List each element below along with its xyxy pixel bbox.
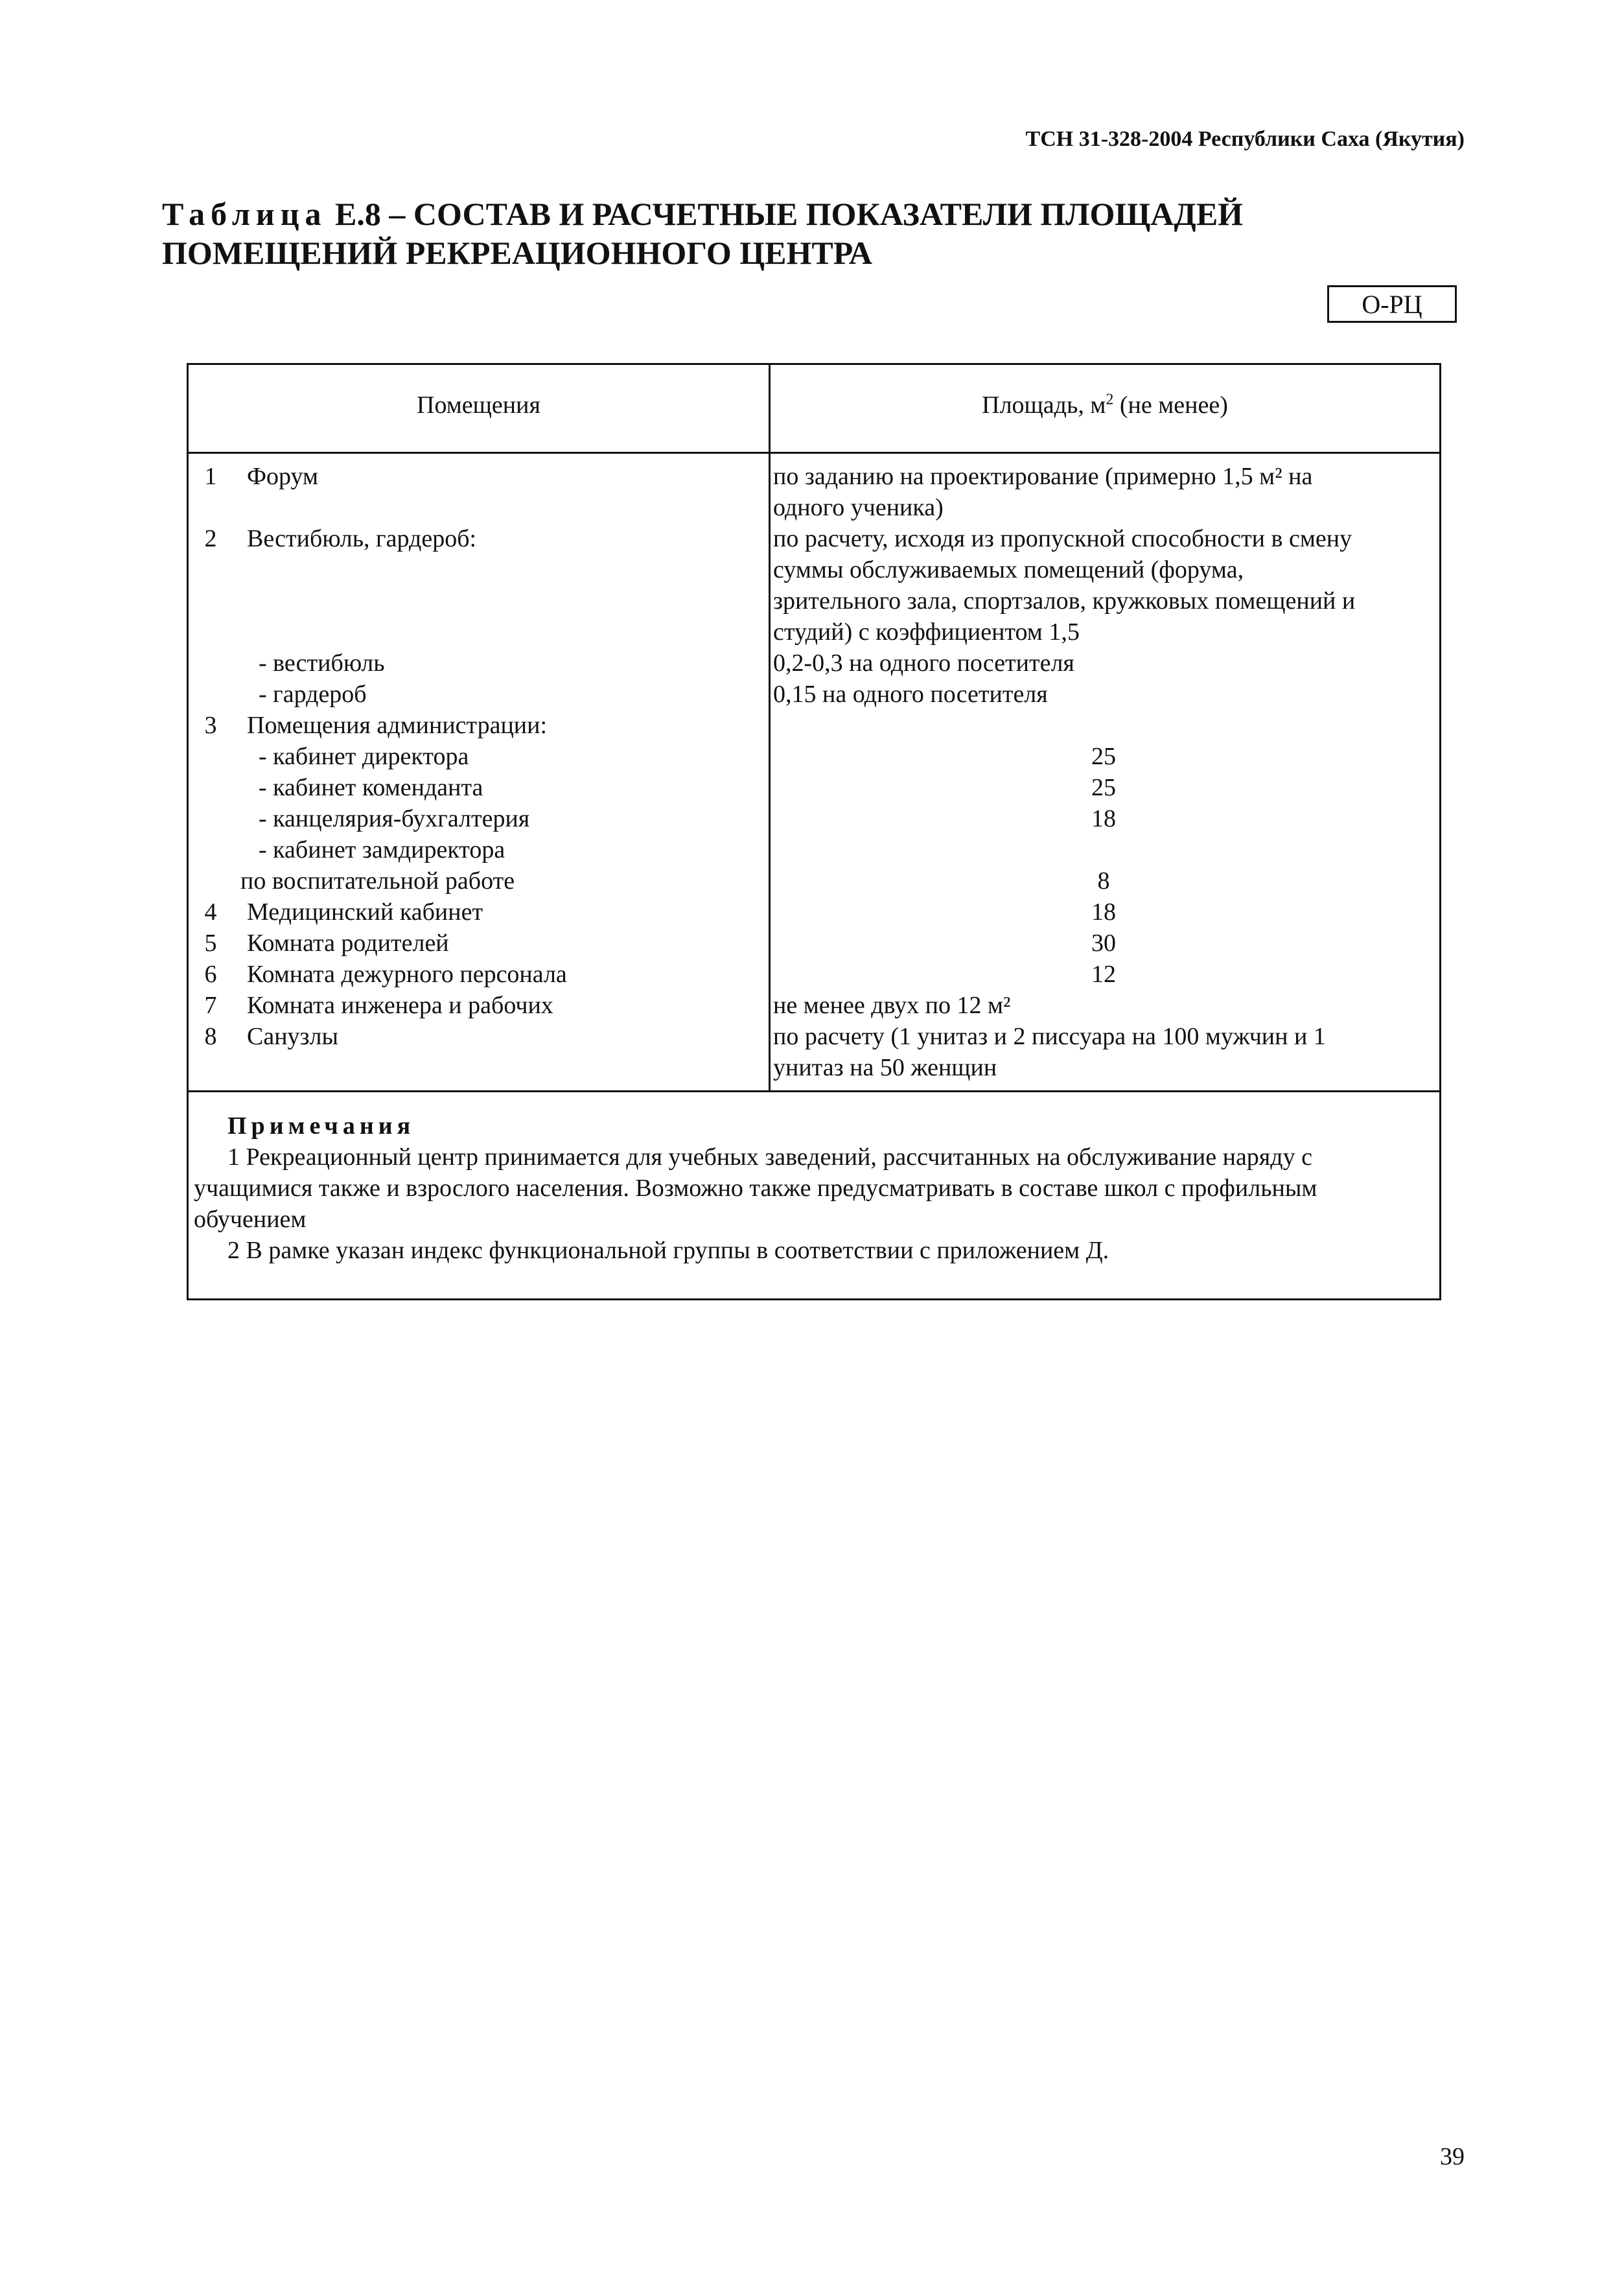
row-number: 7 <box>204 992 217 1019</box>
area-value: 18 <box>1091 898 1116 926</box>
row-number: 3 <box>204 712 217 739</box>
row-number: 1 <box>204 463 217 490</box>
room-name: Помещения администрации: <box>247 712 548 739</box>
room-name: Санузлы <box>247 1023 339 1050</box>
room-name: - вестибюль <box>259 650 385 677</box>
area-value: студий) с коэффициентом 1,5 <box>773 618 1080 646</box>
area-value: 8 <box>1097 867 1110 895</box>
area-value: по расчету (1 унитаз и 2 писсуара на 100 мужчин и 1 <box>773 1023 1326 1050</box>
room-name: Форум <box>247 463 319 490</box>
area-value: одного ученика) <box>773 494 944 521</box>
area-value: 0,15 на одного посетителя <box>773 681 1048 708</box>
area-value: 25 <box>1091 774 1116 801</box>
area-value: 18 <box>1091 805 1116 832</box>
document-code: ТСН 31-328-2004 Республики Саха (Якутия) <box>1025 127 1465 151</box>
room-name: - гардероб <box>259 681 367 708</box>
room-name: - кабинет коменданта <box>259 774 483 801</box>
row-number: 8 <box>204 1023 217 1050</box>
area-value: по заданию на проектирование (примерно 1,5 м² на <box>773 463 1313 490</box>
page-number: 39 <box>1440 2143 1465 2170</box>
area-value: 0,2-0,3 на одного посетителя <box>773 650 1074 677</box>
room-name: - кабинет замдиректора <box>259 836 505 863</box>
table-title-line1: Е.8 – СОСТАВ И РАСЧЕТНЫЕ ПОКАЗАТЕЛИ ПЛОЩАДЕЙ <box>335 196 1244 232</box>
header-divider <box>189 452 1439 454</box>
room-name: - кабинет директора <box>259 743 469 770</box>
row-number: 6 <box>204 961 217 988</box>
notes-section <box>194 1110 1435 1266</box>
table-title <box>162 194 1393 272</box>
column-divider <box>769 365 771 1092</box>
area-value: зрительного зала, спортзалов, кружковых помещений и <box>773 587 1356 615</box>
area-value: по расчету, исходя из пропускной способности в смену <box>773 525 1352 552</box>
column-header-rooms: Помещения <box>417 392 540 419</box>
table-title-line2: ПОМЕЩЕНИЙ РЕКРЕАЦИОННОГО ЦЕНТРА <box>162 235 872 271</box>
area-table <box>187 363 1441 1300</box>
area-value: не менее двух по 12 м² <box>773 992 1011 1019</box>
room-name: - канцелярия-бухгалтерия <box>259 805 530 832</box>
area-value: 12 <box>1091 961 1116 988</box>
note-1: 1 Рекреационный центр принимается для учебных заведений, рассчитанных на обслуживание наряду с учащимися также и взрослого населения. Возможно также предусматривать в составе школ с профильным обучением <box>194 1143 1317 1233</box>
room-name: Комната дежурного персонала <box>247 961 567 988</box>
area-value: унитаз на 50 женщин <box>773 1054 997 1081</box>
area-value: суммы обслуживаемых помещений (форума, <box>773 556 1244 583</box>
room-name: Медицинский кабинет <box>247 898 483 926</box>
room-name: по воспитательной работе <box>240 867 515 895</box>
functional-group-index: О-РЦ <box>1327 285 1457 323</box>
room-name: Комната родителей <box>247 930 449 957</box>
notes-title: Примечания <box>227 1112 415 1140</box>
row-number: 2 <box>204 525 217 552</box>
table-title-prefix: Таблица <box>162 196 327 232</box>
notes-divider <box>189 1090 1439 1092</box>
room-name: Комната инженера и рабочих <box>247 992 553 1019</box>
column-header-area: Площадь, $м^2$ (не менее) <box>982 391 1228 419</box>
row-number: 5 <box>204 930 217 957</box>
note-2: 2 В рамке указан индекс функциональной группы в соответствии с приложением Д. <box>227 1237 1109 1264</box>
area-value: 30 <box>1091 930 1116 957</box>
room-name: Вестибюль, гардероб: <box>247 525 477 552</box>
area-value: 25 <box>1091 743 1116 770</box>
row-number: 4 <box>204 898 217 926</box>
